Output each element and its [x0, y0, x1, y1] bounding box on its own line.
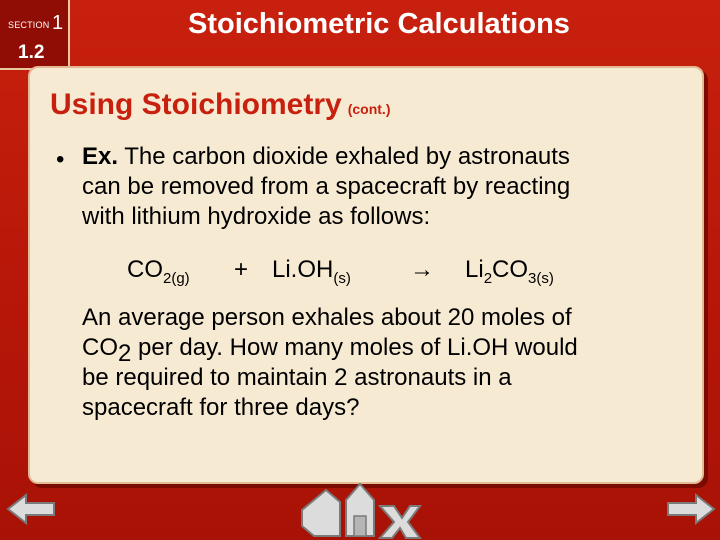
equation-reactant-lioh	[272, 256, 351, 287]
equation-reactant-co2	[127, 256, 190, 287]
section-subnumber: 1.2	[18, 42, 45, 63]
product-li: Li	[465, 256, 484, 283]
reactant1-subscript: 2(g)	[163, 270, 190, 287]
reactant1-formula: CO	[127, 256, 163, 283]
section-number: 1	[52, 12, 64, 34]
navigation-bar	[0, 480, 720, 540]
question-line-3: be required to maintain 2 astronauts in a	[82, 364, 512, 391]
intro-line-3: with lithium hydroxide as follows:	[82, 203, 431, 230]
section-badge	[0, 0, 70, 70]
question-line-4: spacecraft for three days?	[82, 394, 360, 421]
question-line-1: An average person exhales about 20 moles of	[82, 304, 572, 331]
chapter-title: Stoichiometric Calculations	[188, 8, 570, 40]
bullet-marker: •	[56, 146, 65, 173]
back-arrow-icon[interactable]	[6, 492, 56, 526]
question-co: CO	[82, 334, 118, 361]
equation-product	[465, 256, 554, 287]
forward-arrow-icon[interactable]	[666, 492, 716, 526]
intro-line-1-text: The carbon dioxide exhaled by astronauts	[118, 143, 570, 170]
equation-plus: +	[234, 256, 249, 283]
product-co: CO	[492, 256, 529, 283]
product-co-subscript: 3(s)	[528, 270, 554, 287]
home-icon[interactable]	[296, 480, 424, 540]
product-li-subscript: 2	[483, 270, 493, 287]
question-line-2-text: per day. How many moles of Li.OH would	[131, 334, 578, 361]
reactant2-formula: Li.OH	[272, 256, 334, 283]
question-co-subscript: 2	[118, 340, 132, 367]
equation-arrow: →	[410, 256, 434, 283]
slide-title	[50, 88, 390, 122]
example-label: Ex.	[82, 143, 119, 170]
slide-title-suffix: (cont.)	[347, 101, 391, 117]
intro-line-1	[82, 142, 570, 172]
reactant2-subscript: (s)	[333, 270, 351, 287]
intro-line-2: can be removed from a spacecraft by reacting	[82, 173, 571, 200]
slide-title-text: Using Stoichiometry	[50, 88, 342, 121]
section-word: SECTION	[8, 20, 50, 30]
